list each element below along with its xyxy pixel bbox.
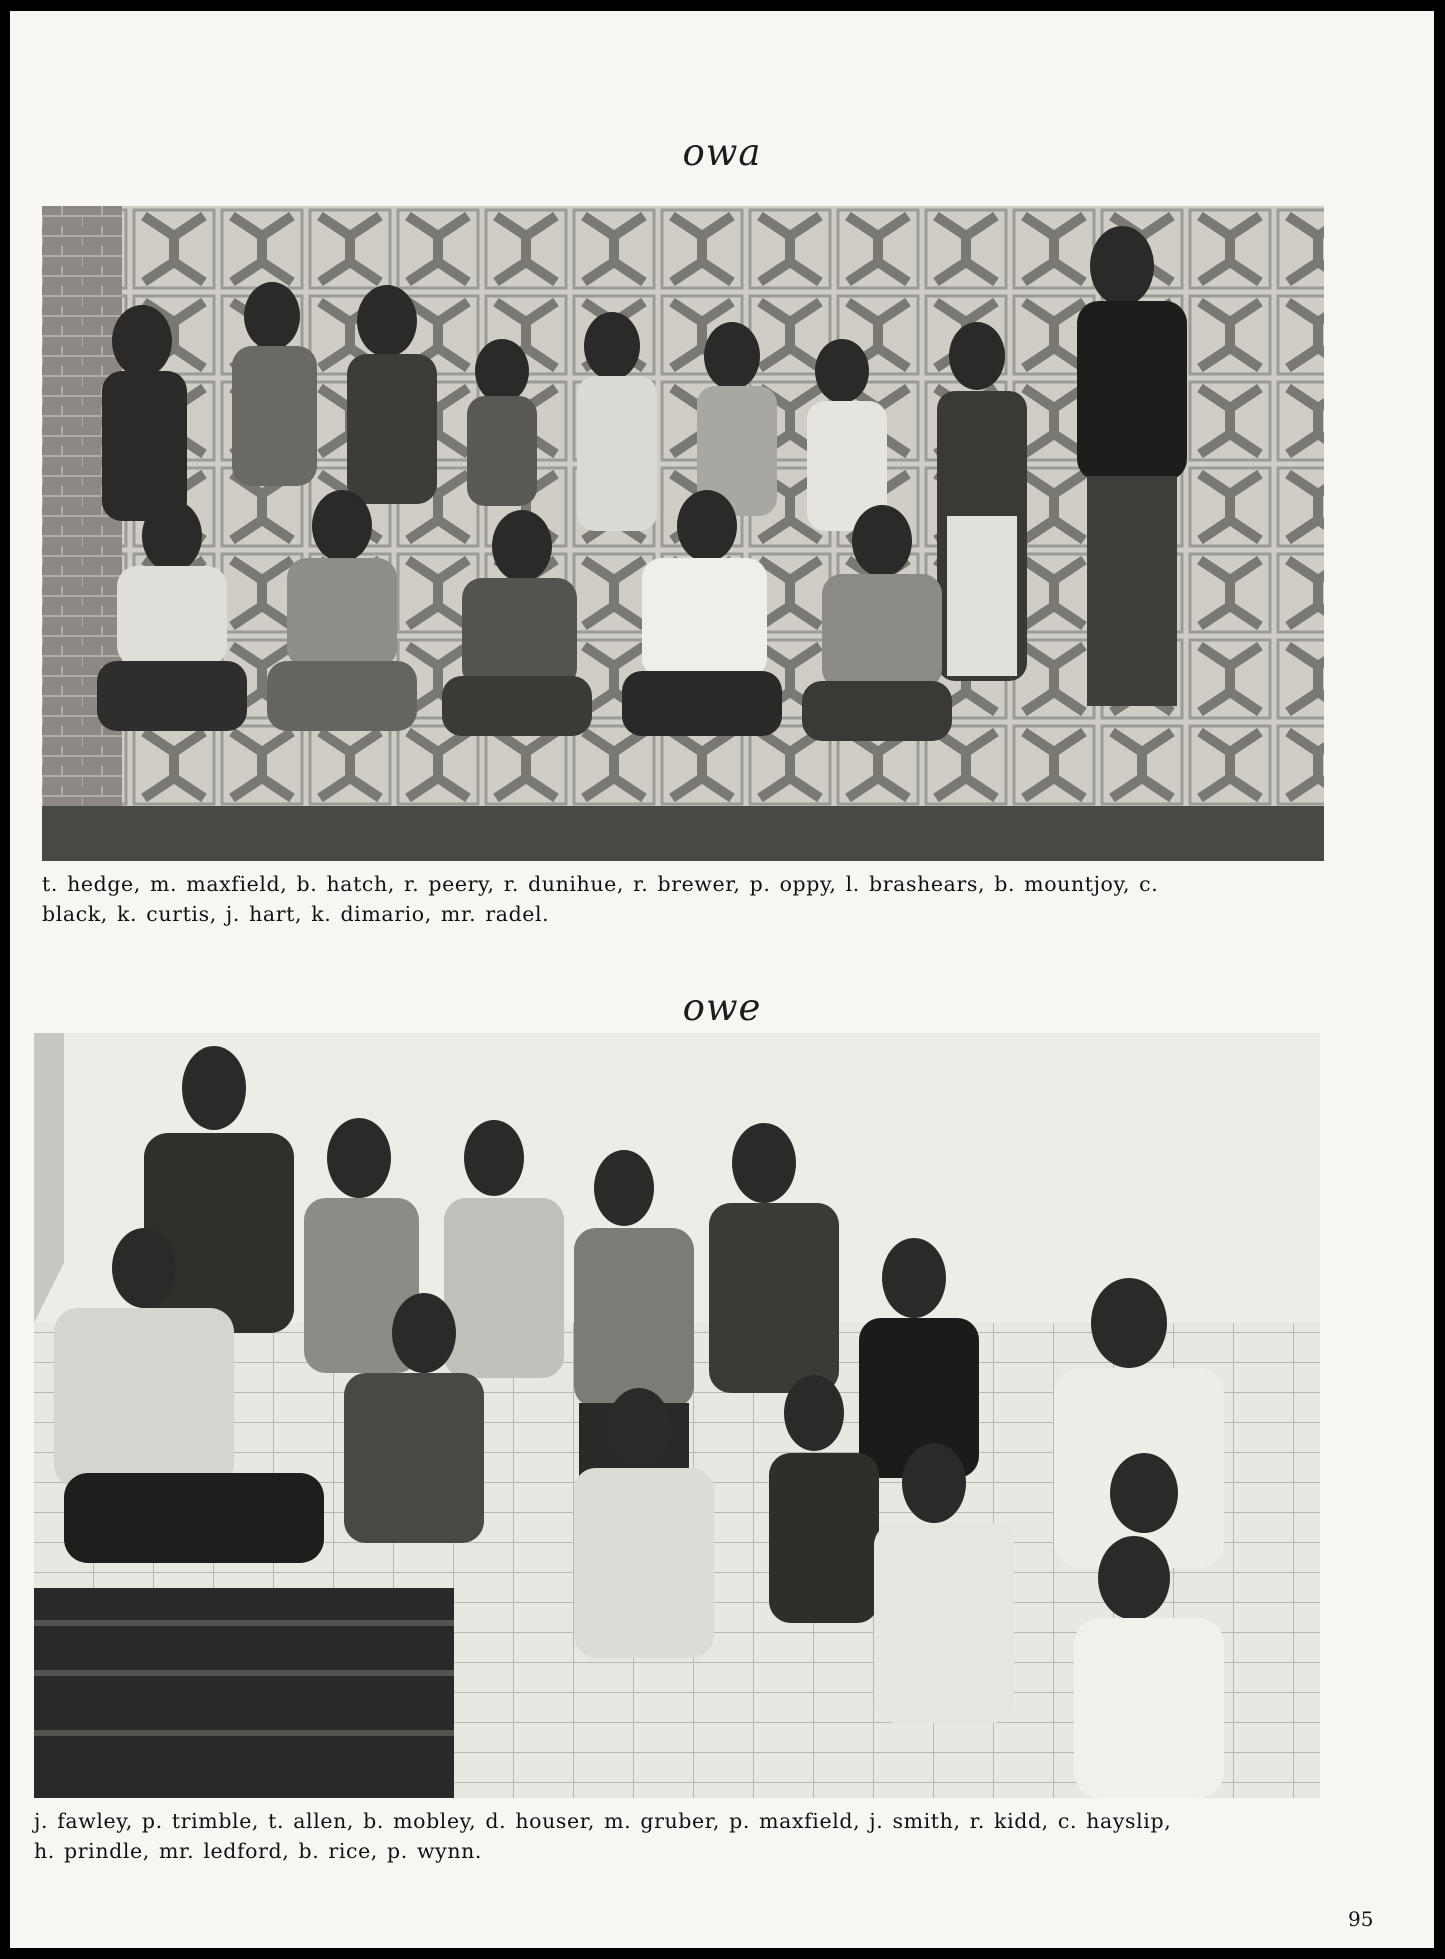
- caption-owe: [34, 1806, 1171, 1866]
- page-number: 95: [1348, 1907, 1374, 1931]
- caption-owa-line-2: black, k. curtis, j. hart, k. dimario, mr. radel.: [42, 902, 550, 926]
- section-title-owe: owe: [682, 986, 762, 1029]
- group-photo-owe-image: [34, 1033, 1320, 1798]
- yearbook-page: [10, 11, 1434, 1948]
- caption-owe-line-2: h. prindle, mr. ledford, b. rice, p. wynn.: [34, 1839, 483, 1863]
- caption-owa-line-1: t. hedge, m. maxfield, b. hatch, r. peery, r. dunihue, r. brewer, p. oppy, l. brashears, b. mountjoy, c.: [42, 872, 1159, 896]
- group-photo-owe: [34, 1033, 1320, 1798]
- caption-owa: [42, 869, 1158, 929]
- group-photo-owa-image: [42, 206, 1324, 861]
- group-photo-owa: [42, 206, 1324, 861]
- section-title-owa: owa: [682, 131, 762, 174]
- caption-owe-line-1: j. fawley, p. trimble, t. allen, b. mobley, d. houser, m. gruber, p. maxfield, j. smith, r. kidd, c. hayslip,: [34, 1809, 1172, 1833]
